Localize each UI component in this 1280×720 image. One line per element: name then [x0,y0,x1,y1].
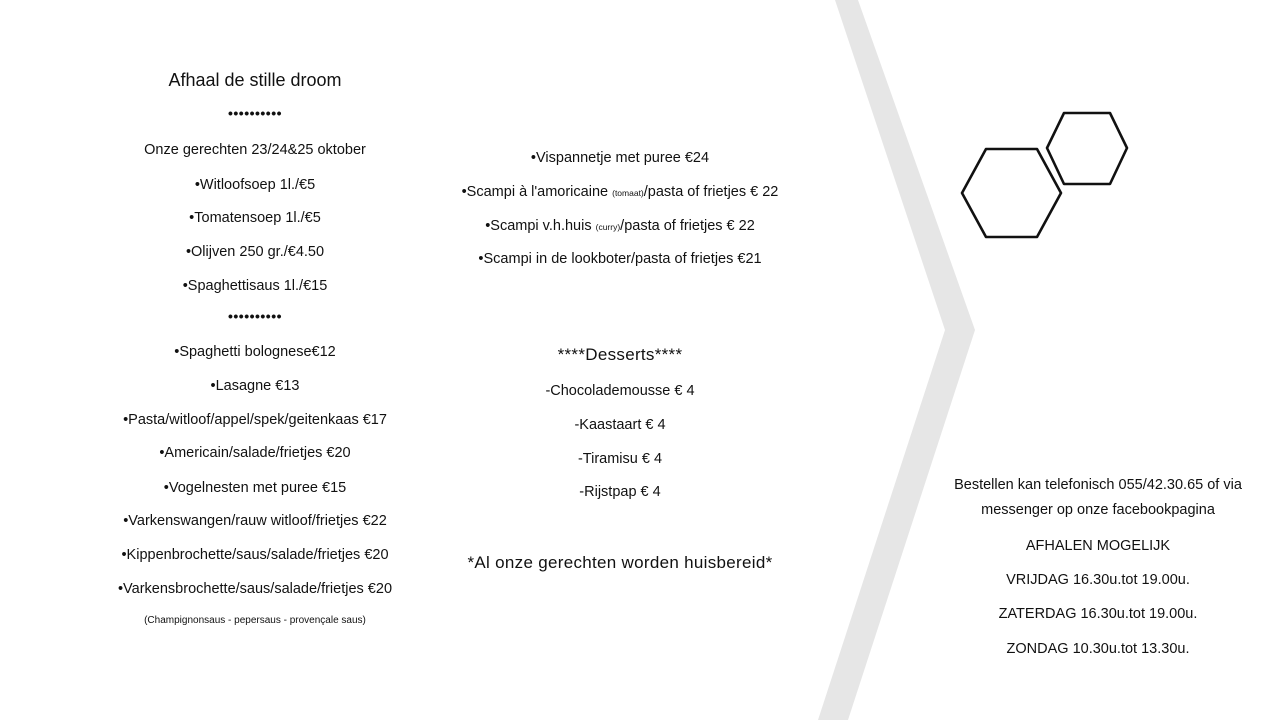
sauces-note: (Champignonsaus - pepersaus - provençale saus) [144,615,366,626]
menu-item-scampi-huis [420,218,820,234]
menu-item-varkensbrochette: •Varkensbrochette/saus/salade/frietjes €20 [117,581,393,597]
menu-item-varkenswangen: •Varkenswangen/rauw witloof/frietjes €22 [123,513,387,529]
menu-item-witloofsoep: •Witloofsoep 1l./€5 [194,177,316,193]
menu-item-scampi-lookboter: •Scampi in de lookboter/pasta of frietjes €21 [478,251,762,267]
menu-item-vispannetje: •Vispannetje met puree €24 [530,150,710,166]
menu-item-vogelnesten: •Vogelnesten met puree €15 [163,480,347,496]
menu-item-scampi-amoricaine [420,184,820,200]
separator-middle: •••••••••• [227,308,282,324]
scampi-amoricaine-name: •Scampi à l'amoricaine [461,184,613,200]
scampi-huis-detail: (curry) [595,222,621,232]
desserts-title: ****Desserts**** [557,345,683,364]
hexagon-small [1047,113,1127,184]
separator-top: •••••••••• [227,105,282,121]
menu-item-spaghettisaus: •Spaghettisaus 1l./€15 [182,278,328,294]
menu-item-olijven: •Olijven 250 gr./€4.50 [185,244,325,260]
order-info-line2: messenger op onze facebookpagina [981,502,1215,518]
menu-item-americain: •Americain/salade/frietjes €20 [159,445,351,461]
hours-saturday: ZATERDAG 16.30u.tot 19.00u. [998,606,1198,622]
scampi-huis-name: •Scampi v.h.huis [485,218,596,234]
hours-sunday: ZONDAG 10.30u.tot 13.30u. [1006,641,1190,657]
menu-item-kippenbrochette: •Kippenbrochette/saus/salade/frietjes €20 [121,547,389,563]
dessert-tiramisu: -Tiramisu € 4 [577,451,663,467]
menu-item-pasta-witloof: •Pasta/witloof/appel/spek/geitenkaas €17 [123,412,387,428]
dessert-chocolademousse: -Chocolademousse € 4 [545,383,695,399]
scampi-huis-price: /pasta of frietjes € 22 [620,218,755,234]
homemade-note: *Al onze gerechten worden huisbereid* [467,553,773,572]
hexagon-large [962,149,1061,237]
scampi-amoricaine-detail: (tomaat) [612,188,644,198]
pickup-heading: AFHALEN MOGELIJK [1025,538,1171,554]
order-info-line1: Bestellen kan telefonisch 055/42.30.65 of via [954,477,1242,493]
menu-item-tomatensoep: •Tomatensoep 1l./€5 [189,210,321,226]
dessert-kaastaart: -Kaastaart € 4 [574,417,666,433]
menu-dates: Onze gerechten 23/24&25 oktober [144,142,366,158]
menu-item-spaghetti-bolognese: •Spaghetti bolognese€12 [174,344,336,360]
menu-item-lasagne: •Lasagne €13 [210,378,300,394]
dessert-rijstpap: -Rijstpap € 4 [579,484,661,500]
scampi-amoricaine-price: /pasta of frietjes € 22 [643,184,779,200]
hours-friday: VRIJDAG 16.30u.tot 19.00u. [1006,572,1190,588]
menu-title: Afhaal de stille droom [168,70,342,90]
